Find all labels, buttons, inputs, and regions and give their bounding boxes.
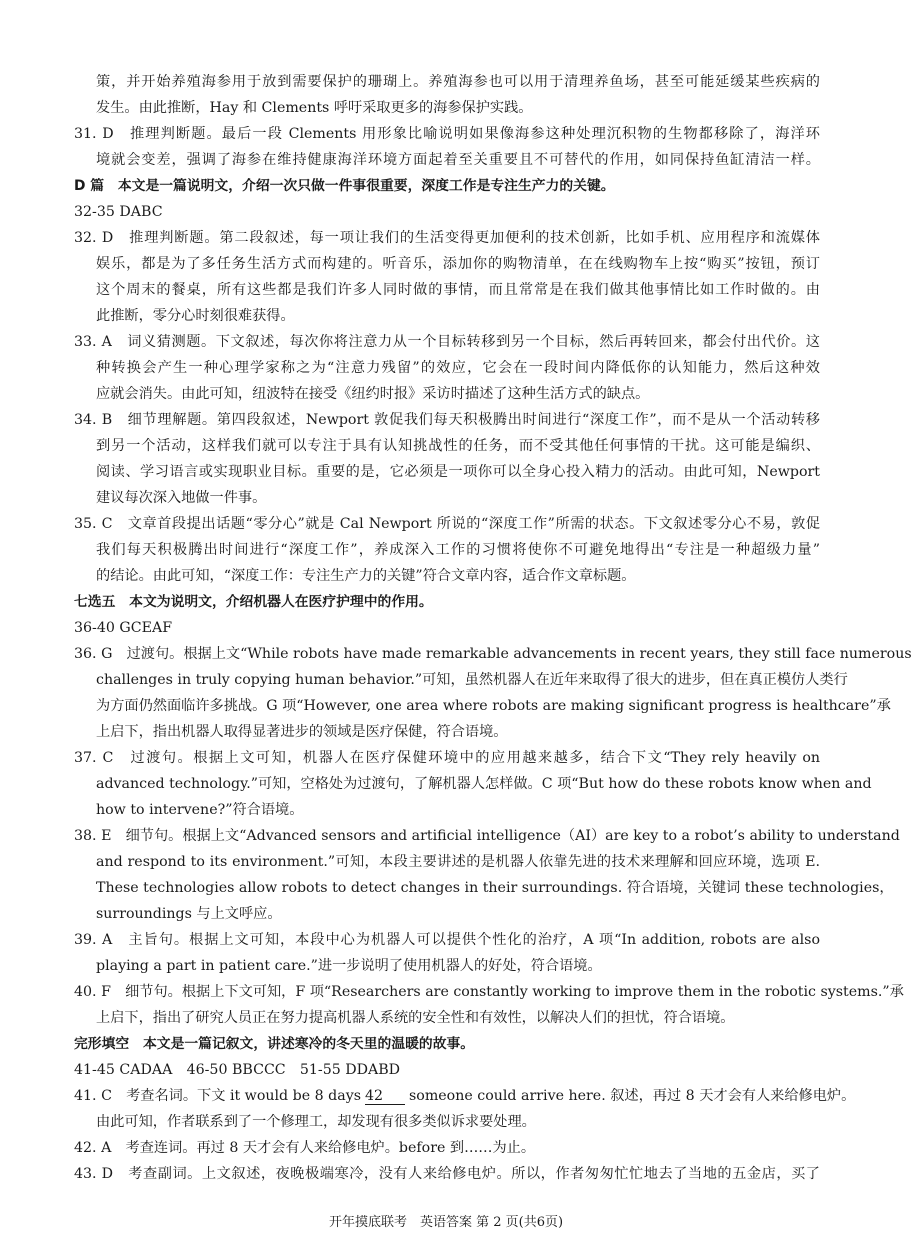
answer-range: 36-40 GCEAF — [74, 620, 173, 636]
answer-34: 34. B 细节理解题。第四段叙述，Newport 敦促我们每天积极腾出时间进行“深度工作”，而不是从一个活动转移 — [74, 412, 820, 428]
text-line: 到另一个活动，这样我们就可以专注于具有认知挑战性的任务，而不受其他任何事情的干扰。这可能是编织、 — [96, 438, 820, 454]
section-heading-d: D 篇 本文是一篇说明文，介绍一次只做一件事很重要，深度工作是专注生产力的关键。 — [74, 178, 615, 194]
text-line: how to intervene?”符合语境。 — [96, 802, 304, 818]
answer-41-lead: 41. C 考查名词。下文 it would be 8 days — [74, 1088, 361, 1104]
page-footer: 开年摸底联考 英语答案 第 2 页(共6页) — [328, 1215, 564, 1230]
answer-33: 33. A 词义猜测题。下文叙述，每次你将注意力从一个目标转移到另一个目标，然后再转回来，都会付出代价。这 — [74, 334, 820, 350]
text-line: 由此可知，作者联系到了一个修理工，却发现有很多类似诉求要处理。 — [96, 1114, 536, 1130]
text-line: surroundings 与上文呼应。 — [96, 906, 282, 922]
text-line: 娱乐，都是为了多任务生活方式而构建的。听音乐，添加你的购物清单，在在线购物车上按“购买”按钮，预订 — [96, 256, 820, 272]
text-line: 境就会变差，强调了海参在维持健康海洋环境方面起着至关重要且不可替代的作用，如同保持鱼缸清洁一样。 — [96, 152, 820, 168]
blank-42: 42 — [365, 1089, 405, 1105]
text-line: These technologies allow robots to detect changes in their surroundings. 符合语境，关键词 these technologies， — [96, 880, 894, 896]
text-line: 应就会消失。由此可知，纽波特在接受《纽约时报》采访时描述了这种生活方式的缺点。 — [96, 386, 650, 402]
text-line: 的结论。由此可知，“深度工作：专注生产力的关键”符合文章内容，适合作文章标题。 — [96, 568, 636, 584]
answer-42: 42. A 考查连词。再过 8 天才会有人来给修电炉。before 到……为止。 — [74, 1140, 536, 1156]
answer-37: 37. C 过渡句。根据上文可知，机器人在医疗保健环境中的应用越来越多，结合下文“They rely heavily on — [74, 750, 820, 766]
answer-38: 38. E 细节句。根据上文“Advanced sensors and artificial intelligence（AI）are key to a robot’s ability to understand — [74, 828, 900, 844]
text-line: 这个周末的餐桌，所有这些都是我们许多人同时做的事情，而且常常是在我们做其他事情比如工作时做的。由 — [96, 282, 820, 298]
section-heading-seven-choose-five: 七选五 本文为说明文，介绍机器人在医疗护理中的作用。 — [74, 594, 433, 610]
answer-range: 32-35 DABC — [74, 204, 163, 220]
text-line: 建议每次深入地做一件事。 — [96, 490, 267, 506]
text-line: challenges in truly copying human behavior.”可知，虽然机器人在近年来取得了很大的进步，但在真正模仿人类行 — [96, 672, 848, 688]
answer-39: 39. A 主旨句。根据上文可知，本段中心为机器人可以提供个性化的治疗，A 项“In addition, robots are also — [74, 932, 820, 948]
answer-32: 32. D 推理判断题。第二段叙述，每一项让我们的生活变得更加便利的技术创新，比如手机、应用程序和流媒体 — [74, 230, 820, 246]
text-line: 阅读、学习语言或实现职业目标。重要的是，它必须是一项你可以全身心投入精力的活动。由此可知，Newport — [96, 464, 820, 480]
text-line: 上启下，指出了研究人员正在努力提高机器人系统的安全性和有效性，以解决人们的担忧，符合语境。 — [96, 1010, 735, 1026]
text-line: 此推断，零分心时刻很难获得。 — [96, 308, 295, 324]
section-heading-cloze: 完形填空 本文是一篇记叙文，讲述寒冷的冬天里的温暖的故事。 — [74, 1036, 475, 1052]
answer-43: 43. D 考查副词。上文叙述，夜晚极端寒冷，没有人来给修电炉。所以，作者匆匆忙忙地去了当地的五金店，买了 — [74, 1166, 820, 1182]
answer-36: 36. G 过渡句。根据上文“While robots have made remarkable advancements in recent years, they still face numerous — [74, 646, 912, 662]
text-line: playing a part in patient care.”进一步说明了使用机器人的好处，符合语境。 — [96, 958, 602, 974]
text-line: 我们每天积极腾出时间进行“深度工作”，养成深入工作的习惯将使你不可避免地得出“专注是一种超级力量” — [96, 542, 820, 558]
text-line: 种转换会产生一种心理学家称之为“注意力残留”的效应，它会在一段时间内降低你的认知能力，然后这种效 — [96, 360, 820, 376]
answer-35: 35. C 文章首段提出话题“零分心”就是 Cal Newport 所说的“深度工作”所需的状态。下文叙述零分心不易，敦促 — [74, 516, 820, 532]
answer-40: 40. F 细节句。根据上下文可知，F 项“Researchers are constantly working to improve them in the robotic systems.”承 — [74, 984, 904, 1000]
text-line: advanced technology.”可知，空格处为过渡句，了解机器人怎样做。C 项“But how do these robots know when and — [96, 776, 872, 792]
text-line: 发生。由此推断，Hay 和 Clements 呼吁采取更多的海参保护实践。 — [96, 100, 533, 116]
text-line: 上启下，指出机器人取得显著进步的领域是医疗保健，符合语境。 — [96, 724, 508, 740]
answer-41 — [74, 1086, 856, 1106]
text-line: 为方面仍然面临许多挑战。G 项“However, one area where robots are making significant progress is healthcare”承 — [96, 698, 891, 714]
answer-range: 41-45 CADAA 46-50 BBCCC 51-55 DDABD — [74, 1062, 401, 1078]
answer-41-tail: someone could arrive here. 叙述，再过 8 天才会有人来给修电炉。 — [409, 1088, 856, 1104]
text-line: and respond to its environment.”可知，本段主要讲述的是机器人依靠先进的技术来理解和回应环境，选项 E. — [96, 854, 820, 870]
answer-31: 31. D 推理判断题。最后一段 Clements 用形象比喻说明如果像海参这种处理沉积物的生物都移除了，海洋环 — [74, 126, 820, 142]
text-line: 策，并开始养殖海参用于放到需要保护的珊瑚上。养殖海参也可以用于清理养鱼场，甚至可能延缓某些疾病的 — [96, 74, 820, 90]
